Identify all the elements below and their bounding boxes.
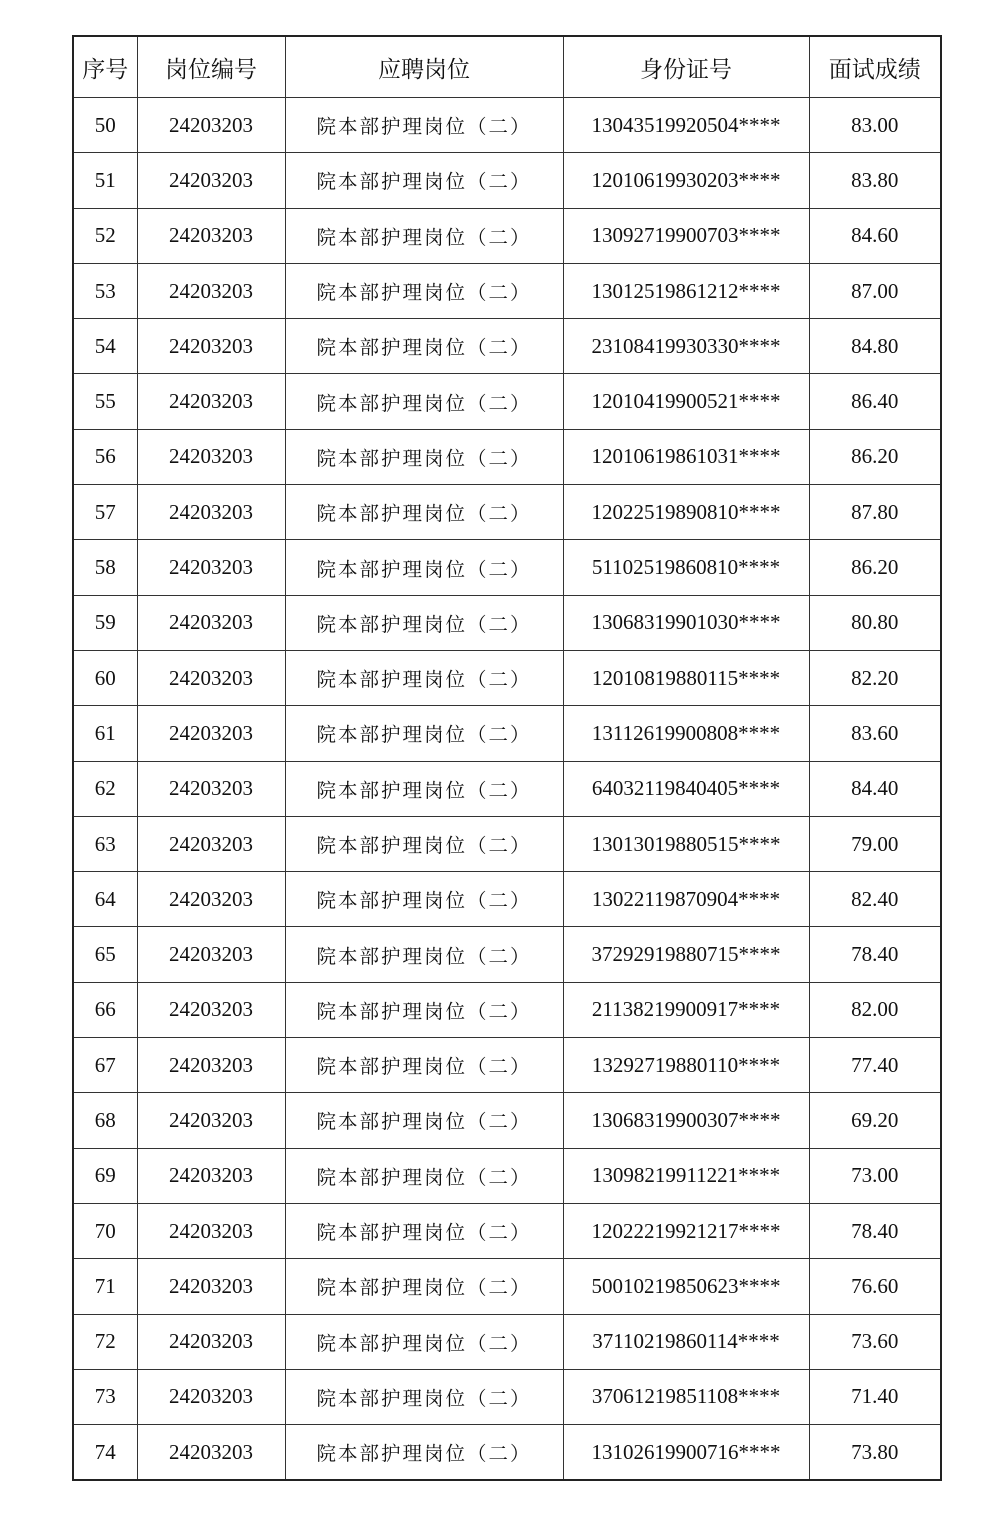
table-row	[73, 540, 941, 595]
post-code-cell: 24203203	[137, 927, 285, 982]
applied-post-cell: 院本部护理岗位（二）	[285, 208, 563, 263]
serial-number-cell: 54	[73, 319, 137, 374]
serial-number-cell: 60	[73, 650, 137, 705]
table-header-row	[73, 36, 941, 98]
applied-post-cell: 院本部护理岗位（二）	[285, 540, 563, 595]
applied-post-cell: 院本部护理岗位（二）	[285, 761, 563, 816]
post-code-cell: 24203203	[137, 650, 285, 705]
header-post-code: 岗位编号	[137, 36, 285, 98]
serial-number-cell: 64	[73, 872, 137, 927]
serial-number-cell: 56	[73, 429, 137, 484]
table-row	[73, 374, 941, 429]
interview-score-cell: 76.60	[809, 1259, 941, 1314]
interview-score-cell: 71.40	[809, 1369, 941, 1424]
table-row	[73, 1314, 941, 1369]
post-code-cell: 24203203	[137, 982, 285, 1037]
id-number-cell: 13098219911221****	[563, 1148, 809, 1203]
table-row	[73, 153, 941, 208]
serial-number-cell: 53	[73, 263, 137, 318]
id-number-cell: 37292919880715****	[563, 927, 809, 982]
id-number-cell: 12010619861031****	[563, 429, 809, 484]
serial-number-cell: 62	[73, 761, 137, 816]
table-body	[73, 98, 941, 1481]
interview-score-cell: 80.80	[809, 595, 941, 650]
id-number-cell: 12010819880115****	[563, 650, 809, 705]
post-code-cell: 24203203	[137, 872, 285, 927]
applied-post-cell: 院本部护理岗位（二）	[285, 485, 563, 540]
id-number-cell: 13112619900808****	[563, 706, 809, 761]
table-row	[73, 982, 941, 1037]
table-row	[73, 1203, 941, 1258]
interview-score-cell: 87.80	[809, 485, 941, 540]
table-row	[73, 98, 941, 153]
id-number-cell: 23108419930330****	[563, 319, 809, 374]
post-code-cell: 24203203	[137, 540, 285, 595]
id-number-cell: 13068319900307****	[563, 1093, 809, 1148]
interview-score-cell: 69.20	[809, 1093, 941, 1148]
applied-post-cell: 院本部护理岗位（二）	[285, 153, 563, 208]
interview-results-table	[72, 35, 942, 1481]
applied-post-cell: 院本部护理岗位（二）	[285, 319, 563, 374]
post-code-cell: 24203203	[137, 1038, 285, 1093]
post-code-cell: 24203203	[137, 1093, 285, 1148]
serial-number-cell: 57	[73, 485, 137, 540]
header-id-number: 身份证号	[563, 36, 809, 98]
serial-number-cell: 65	[73, 927, 137, 982]
applied-post-cell: 院本部护理岗位（二）	[285, 927, 563, 982]
interview-score-cell: 86.40	[809, 374, 941, 429]
table-row	[73, 263, 941, 318]
table-row	[73, 761, 941, 816]
table-row	[73, 595, 941, 650]
applied-post-cell: 院本部护理岗位（二）	[285, 1148, 563, 1203]
interview-score-cell: 83.80	[809, 153, 941, 208]
applied-post-cell: 院本部护理岗位（二）	[285, 1314, 563, 1369]
serial-number-cell: 67	[73, 1038, 137, 1093]
interview-score-cell: 86.20	[809, 429, 941, 484]
id-number-cell: 13012519861212****	[563, 263, 809, 318]
id-number-cell: 64032119840405****	[563, 761, 809, 816]
interview-score-cell: 77.40	[809, 1038, 941, 1093]
applied-post-cell: 院本部护理岗位（二）	[285, 429, 563, 484]
interview-score-cell: 87.00	[809, 263, 941, 318]
serial-number-cell: 58	[73, 540, 137, 595]
table-row	[73, 650, 941, 705]
table-row	[73, 1093, 941, 1148]
post-code-cell: 24203203	[137, 1369, 285, 1424]
table-row	[73, 927, 941, 982]
interview-score-cell: 78.40	[809, 1203, 941, 1258]
header-interview-score: 面试成绩	[809, 36, 941, 98]
interview-score-cell: 82.20	[809, 650, 941, 705]
interview-score-cell: 73.80	[809, 1425, 941, 1481]
id-number-cell: 13292719880110****	[563, 1038, 809, 1093]
interview-score-cell: 84.80	[809, 319, 941, 374]
post-code-cell: 24203203	[137, 761, 285, 816]
interview-score-cell: 78.40	[809, 927, 941, 982]
serial-number-cell: 51	[73, 153, 137, 208]
post-code-cell: 24203203	[137, 153, 285, 208]
id-number-cell: 13092719900703****	[563, 208, 809, 263]
serial-number-cell: 70	[73, 1203, 137, 1258]
table-row	[73, 1148, 941, 1203]
post-code-cell: 24203203	[137, 1203, 285, 1258]
post-code-cell: 24203203	[137, 816, 285, 871]
serial-number-cell: 72	[73, 1314, 137, 1369]
header-applied-post: 应聘岗位	[285, 36, 563, 98]
table-row	[73, 706, 941, 761]
serial-number-cell: 61	[73, 706, 137, 761]
post-code-cell: 24203203	[137, 485, 285, 540]
interview-score-cell: 73.00	[809, 1148, 941, 1203]
post-code-cell: 24203203	[137, 98, 285, 153]
serial-number-cell: 52	[73, 208, 137, 263]
id-number-cell: 12022219921217****	[563, 1203, 809, 1258]
table-row	[73, 319, 941, 374]
id-number-cell: 13022119870904****	[563, 872, 809, 927]
serial-number-cell: 74	[73, 1425, 137, 1481]
table-row	[73, 872, 941, 927]
serial-number-cell: 63	[73, 816, 137, 871]
interview-score-cell: 83.60	[809, 706, 941, 761]
applied-post-cell: 院本部护理岗位（二）	[285, 595, 563, 650]
interview-score-cell: 82.40	[809, 872, 941, 927]
post-code-cell: 24203203	[137, 263, 285, 318]
serial-number-cell: 66	[73, 982, 137, 1037]
table-row	[73, 1425, 941, 1481]
table-row	[73, 485, 941, 540]
interview-score-cell: 73.60	[809, 1314, 941, 1369]
applied-post-cell: 院本部护理岗位（二）	[285, 98, 563, 153]
table-row	[73, 816, 941, 871]
applied-post-cell: 院本部护理岗位（二）	[285, 982, 563, 1037]
id-number-cell: 12022519890810****	[563, 485, 809, 540]
applied-post-cell: 院本部护理岗位（二）	[285, 650, 563, 705]
serial-number-cell: 73	[73, 1369, 137, 1424]
interview-score-cell: 82.00	[809, 982, 941, 1037]
post-code-cell: 24203203	[137, 1259, 285, 1314]
serial-number-cell: 71	[73, 1259, 137, 1314]
applied-post-cell: 院本部护理岗位（二）	[285, 1259, 563, 1314]
table-row	[73, 1259, 941, 1314]
id-number-cell: 13102619900716****	[563, 1425, 809, 1481]
id-number-cell: 13068319901030****	[563, 595, 809, 650]
applied-post-cell: 院本部护理岗位（二）	[285, 872, 563, 927]
id-number-cell: 51102519860810****	[563, 540, 809, 595]
applied-post-cell: 院本部护理岗位（二）	[285, 374, 563, 429]
interview-score-cell: 84.40	[809, 761, 941, 816]
post-code-cell: 24203203	[137, 595, 285, 650]
applied-post-cell: 院本部护理岗位（二）	[285, 816, 563, 871]
applied-post-cell: 院本部护理岗位（二）	[285, 706, 563, 761]
table-row	[73, 208, 941, 263]
interview-score-cell: 83.00	[809, 98, 941, 153]
post-code-cell: 24203203	[137, 208, 285, 263]
applied-post-cell: 院本部护理岗位（二）	[285, 1425, 563, 1481]
id-number-cell: 13013019880515****	[563, 816, 809, 871]
post-code-cell: 24203203	[137, 374, 285, 429]
applied-post-cell: 院本部护理岗位（二）	[285, 1038, 563, 1093]
post-code-cell: 24203203	[137, 1425, 285, 1481]
post-code-cell: 24203203	[137, 429, 285, 484]
serial-number-cell: 59	[73, 595, 137, 650]
post-code-cell: 24203203	[137, 319, 285, 374]
post-code-cell: 24203203	[137, 706, 285, 761]
table-row	[73, 1369, 941, 1424]
applied-post-cell: 院本部护理岗位（二）	[285, 1203, 563, 1258]
serial-number-cell: 55	[73, 374, 137, 429]
table-row	[73, 429, 941, 484]
interview-score-cell: 79.00	[809, 816, 941, 871]
applied-post-cell: 院本部护理岗位（二）	[285, 263, 563, 318]
serial-number-cell: 68	[73, 1093, 137, 1148]
id-number-cell: 12010419900521****	[563, 374, 809, 429]
post-code-cell: 24203203	[137, 1314, 285, 1369]
applied-post-cell: 院本部护理岗位（二）	[285, 1093, 563, 1148]
id-number-cell: 21138219900917****	[563, 982, 809, 1037]
table-row	[73, 1038, 941, 1093]
id-number-cell: 13043519920504****	[563, 98, 809, 153]
serial-number-cell: 69	[73, 1148, 137, 1203]
id-number-cell: 37110219860114****	[563, 1314, 809, 1369]
id-number-cell: 12010619930203****	[563, 153, 809, 208]
id-number-cell: 50010219850623****	[563, 1259, 809, 1314]
id-number-cell: 37061219851108****	[563, 1369, 809, 1424]
header-serial-number: 序号	[73, 36, 137, 98]
interview-score-cell: 84.60	[809, 208, 941, 263]
post-code-cell: 24203203	[137, 1148, 285, 1203]
interview-score-cell: 86.20	[809, 540, 941, 595]
applied-post-cell: 院本部护理岗位（二）	[285, 1369, 563, 1424]
serial-number-cell: 50	[73, 98, 137, 153]
